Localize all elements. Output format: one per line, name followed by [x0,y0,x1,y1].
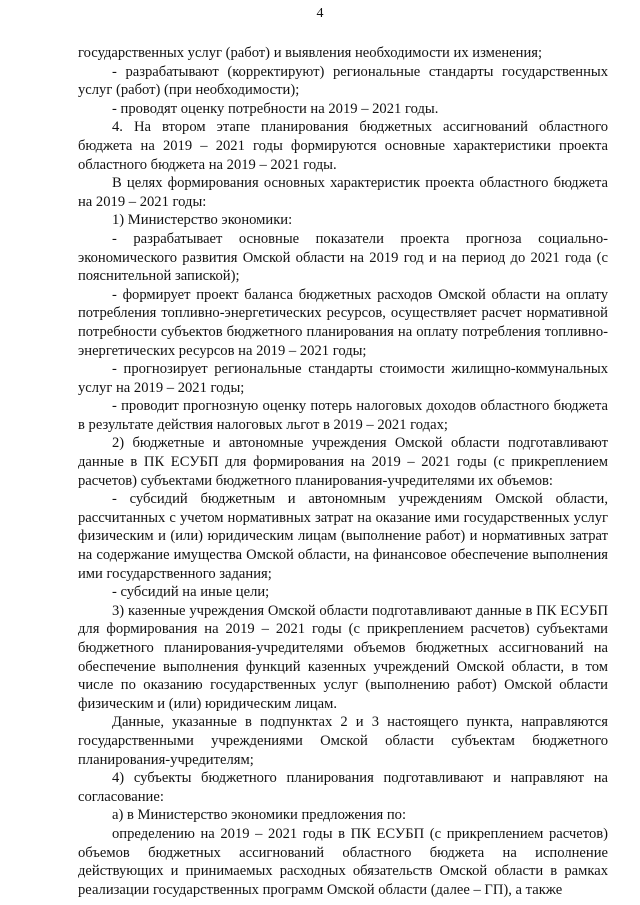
paragraph: - проводит прогнозную оценку потерь налоговых доходов областного бюджета в результате действия налоговых льгот в 2019 – 2021 годах; [78,398,608,433]
paragraph: - формирует проект баланса бюджетных расходов Омской области на оплату потребления топливно-энергетических ресурсов, осуществляет расчет нормативной потребности субъектов бюджетного планирования на оплату потребления топливно-энергетических ресурсов на 2019 – 2021 годы; [78,286,608,359]
paragraph: определению на 2019 – 2021 годы в ПК ЕСУБП (с прикреплением расчетов) объемов бюджетных ассигнований областного бюджета на исполнение действующих и принимаемых расходных обязательств Омской области в рамках реализации государственных программ Омской области (далее – ГП), а также [78,825,608,898]
page-number: 4 [316,6,324,21]
paragraph: - субсидий на иные цели; [112,584,270,601]
paragraph: - разрабатывают (корректируют) региональные стандарты государственных услуг (работ) (при необходимости); [78,63,608,99]
paragraph: государственных услуг (работ) и выявления необходимости их изменения; [78,45,543,61]
document-body [78,44,608,899]
paragraph: - субсидий бюджетным и автономным учреждениям Омской области, рассчитанных с учетом нормативных затрат на оказание ими государственных услуг физическим и (или) юридическим лицам (выполнение работ) и нормативных затрат на содержание имущества Омской области, на финансовое обеспечение выполнения ими государственного задания; [78,491,608,582]
paragraph: 4. На втором этапе планирования бюджетных ассигнований областного бюджета на 2019 – 2021 годы формируются основные характеристики проекта областного бюджета на 2019 – 2021 годы. [78,119,608,173]
paragraph: 1) Министерство экономики: [112,212,293,229]
paragraph: Данные, указанные в подпунктах 2 и 3 настоящего пункта, направляются государственными учреждениями Омской области субъектам бюджетного планирования-учредителям; [78,714,608,768]
paragraph: В целях формирования основных характеристик проекта областного бюджета на 2019 – 2021 годы: [78,175,608,210]
paragraph: 3) казенные учреждения Омской области подготавливают данные в ПК ЕСУБП для формирования на 2019 – 2021 годы (с прикреплением расчетов) субъектами бюджетного планирования-учредителями объемов бюджетных ассигнований на обеспечение выполнения функций казенных учреждений Омской области, в том числе по оказанию государственных услуг (выполнению работ) Омской области физическим и (или) юридическим лицам. [78,602,608,712]
paragraph: 4) субъекты бюджетного планирования подготавливают и направляют на согласование: [78,770,608,805]
paragraph: 2) бюджетные и автономные учреждения Омской области подготавливают данные в ПК ЕСУБП для формирования на 2019 – 2021 годы (с прикреплением расчетов) субъектами бюджетного планирования-учредителями их объемов: [78,435,608,489]
paragraph: - проводят оценку потребности на 2019 – 2021 годы. [112,100,439,117]
paragraph: а) в Министерство экономики предложения по: [112,807,407,824]
paragraph: - разрабатывает основные показатели проекта прогноза социально-экономического развития Омской области на 2019 год и на период до 2021 года (с пояснительной запиской); [78,230,608,285]
paragraph: - прогнозирует региональные стандарты стоимости жилищно-коммунальных услуг на 2019 – 2021 годы; [78,361,608,396]
